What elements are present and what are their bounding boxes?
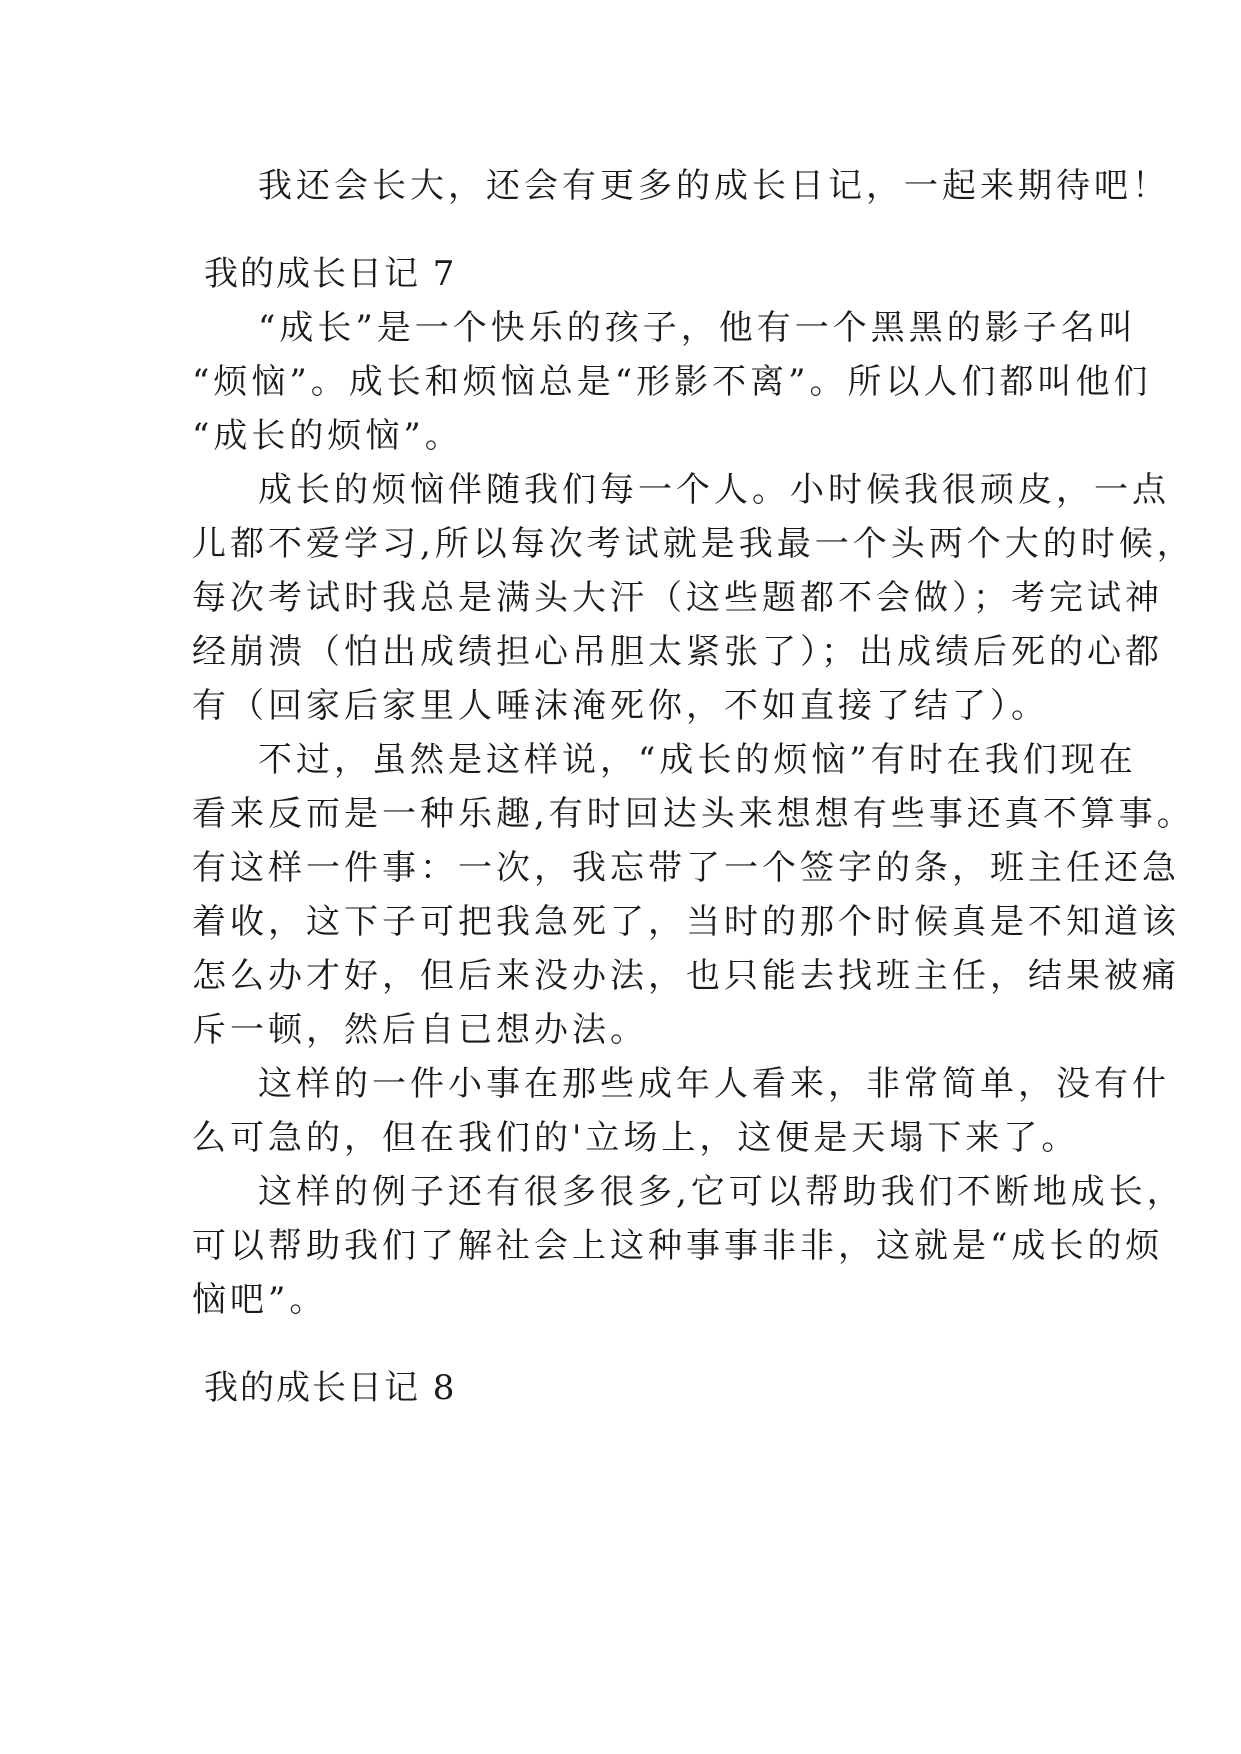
paragraph-line: 恼吧”。 [192, 1280, 328, 1320]
paragraph-line: 怎么办才好，但后来没办法，也只能去找班主任，结果被痛 [192, 956, 1180, 996]
paragraph-line: 这样的一件小事在那些成年人看来，非常简单，没有什 [258, 1064, 1170, 1104]
section-8-heading: 我的成长日记 8 [204, 1368, 457, 1408]
paragraph-line: 可以帮助我们了解社会上这种事事非非，这就是“成长的烦 [192, 1226, 1164, 1266]
paragraph-line: 这样的例子还有很多很多,它可以帮助我们不断地成长， [258, 1172, 1185, 1212]
paragraph-line: 看来反而是一种乐趣,有时回达头来想想有些事还真不算事。 [192, 794, 1195, 834]
paragraph-line: “成长”是一个快乐的孩子，他有一个黑黑的影子名叫 [258, 308, 1137, 348]
section-7-heading: 我的成长日记 7 [204, 254, 457, 294]
paragraph-line: 有这样一件事：一次，我忘带了一个签字的条，班主任还急 [192, 848, 1180, 888]
paragraph-line: “成长的烦恼”。 [192, 416, 463, 456]
paragraph-line: 成长的烦恼伴随我们每一个人。小时候我很顽皮，一点 [258, 470, 1170, 510]
intro-line: 我还会长大，还会有更多的成长日记，一起来期待吧！ [258, 166, 1170, 206]
paragraph-line: 不过，虽然是这样说，“成长的烦恼”有时在我们现在 [258, 740, 1137, 780]
paragraph-line: 着收，这下子可把我急死了，当时的那个时候真是不知道该 [192, 902, 1180, 942]
paragraph-line: 斥一顿，然后自已想办法。 [192, 1010, 648, 1050]
paragraph-line: 经崩溃（怕出成绩担心吊胆太紧张了）；出成绩后死的心都 [192, 632, 1163, 672]
paragraph-line: 有（回家后家里人唾沫淹死你，不如直接了结了）。 [192, 686, 1049, 726]
paragraph-line: 么可急的，但在我们的'立场上，这便是天塌下来了。 [192, 1118, 1080, 1158]
paragraph-line: “烦恼”。成长和烦恼总是“形影不离”。所以人们都叫他们 [192, 362, 1152, 402]
paragraph-line: 儿都不爱学习,所以每次考试就是我最一个头两个大的时候， [192, 524, 1195, 564]
paragraph-line: 每次考试时我总是满头大汗（这些题都不会做）；考完试神 [192, 578, 1163, 618]
